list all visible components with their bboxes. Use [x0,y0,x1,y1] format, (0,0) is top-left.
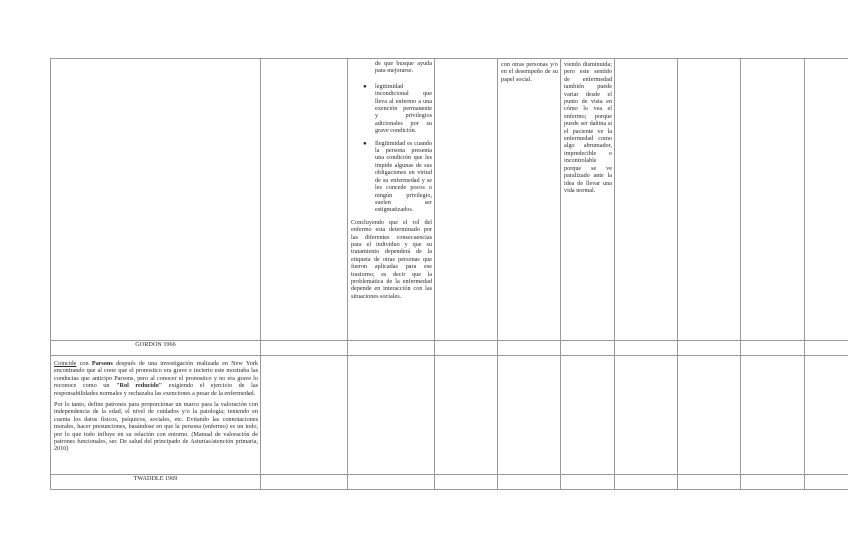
list-item [363,83,432,135]
table-cell-illness-view [561,59,615,341]
bold-text: "Rol reducido" [116,382,163,390]
table-cell [498,475,561,490]
table-row [51,341,848,356]
table-cell [561,475,615,490]
text-run: exigiendo el ejercicio de las responsabilidades normales y rechazaba las exenciones a pesar de la enfermedad. [54,382,258,397]
author-heading: TWADDLE 1969 [51,475,261,490]
table-cell [615,341,678,356]
table-cell [615,356,678,475]
table-cell [741,475,805,490]
table-cell [805,475,848,490]
bullet-list [351,83,432,214]
bold-text: Parsons [91,360,113,367]
table-cell [498,356,561,475]
table-cell [348,475,435,490]
table-cell [435,59,498,341]
bullet-icon: ● [363,82,367,90]
table-cell [261,475,348,490]
table-cell [805,59,848,341]
table-cell [435,475,498,490]
text-run: después de una investigación realizada en New York encontrando que al creer que el pronostico era grave e incierto este mostraba las conductas que anticipo Parsons, pero al conocer el pronostico y no era grave lo reconoce como un [54,360,258,390]
text-run: con [76,360,92,367]
table-cell [561,341,615,356]
table-cell [51,59,261,341]
table-cell-author-summary [51,356,261,475]
table-cell [678,59,741,341]
table-cell [615,475,678,490]
table-cell [805,341,848,356]
summary-paragraph: Por lo tanto, define patrones para proporcionar un marco para la valoración con independencia de la edad, el nivel de cuidados y/o la patología; teniendo en cuenta los datos físicos, psíquicos, sociales, etc. Evitando las connotaciones morales, hacer presunciones, basándose en que la persona (enfermo) es un todo, por lo que todo influye en su relación con entorno. (Manual de valoración de patrones funcionales, ser. De salud del principado de Asturias/atención primaria, 2010) [54,401,258,453]
table-cell [348,341,435,356]
table-cell [261,356,348,475]
table-cell [261,59,348,341]
bullet-text: legitimidad incondicional que lleva al enfermo a una exención permanente y privilegios adicionales por su grave condición. [375,82,432,135]
table-cell-description [348,59,435,341]
comparison-table [50,58,848,490]
table-row [51,59,848,341]
bullet-icon: ● [363,139,367,147]
table-cell [741,59,805,341]
cell-text: viendo disminuida; pero este sentido de enfermedad también puede variar desde el punto de vista en cómo lo vea el enfermo; porque puede ser dañina si el paciente ve la enfermedad como algo abrumador, impredecible o incontrolable porque se ve paralizado ante la idea de llevar una vida normal. [564,61,612,194]
table-cell [678,341,741,356]
author-heading: GORDON 1966 [51,341,261,356]
table-cell [678,475,741,490]
summary-paragraph [54,360,258,397]
bullet-continuation: de que busque ayuda para mejorarse. [375,60,432,75]
bullet-text: Ilegitimidad es cuando la persona presenta una condición que les impide algunas de sus obligaciones en virtud de su enfermedad y se les concede pocos o ningún privilegio, suelen ser estigmatizados. [375,139,432,214]
table-row [51,475,848,490]
table-cell [741,341,805,356]
table-row [51,356,848,475]
table-cell [741,356,805,475]
conclusion-paragraph: Concluyendo que el rol del enfermo esta determinado por las diferentes consecuencias para el individuo y que su tratamiento dependerá de la etiqueta de otras personas que fueron aplicadas para ese trastorno; es decir que la problemática de la enfermedad depende en interacción con las situaciones sociales. [351,218,432,300]
table-cell [678,356,741,475]
table-cell [561,356,615,475]
table-cell [261,341,348,356]
table-cell [435,356,498,475]
table-cell [805,356,848,475]
table-cell [615,59,678,341]
underlined-text: Coincide [54,360,77,367]
table-cell [435,341,498,356]
cell-text: con otras personas y/o en el desempeño de su papel social. [501,61,558,83]
list-item [363,140,432,214]
table-cell [498,341,561,356]
table-cell-social-role [498,59,561,341]
table-cell [348,356,435,475]
